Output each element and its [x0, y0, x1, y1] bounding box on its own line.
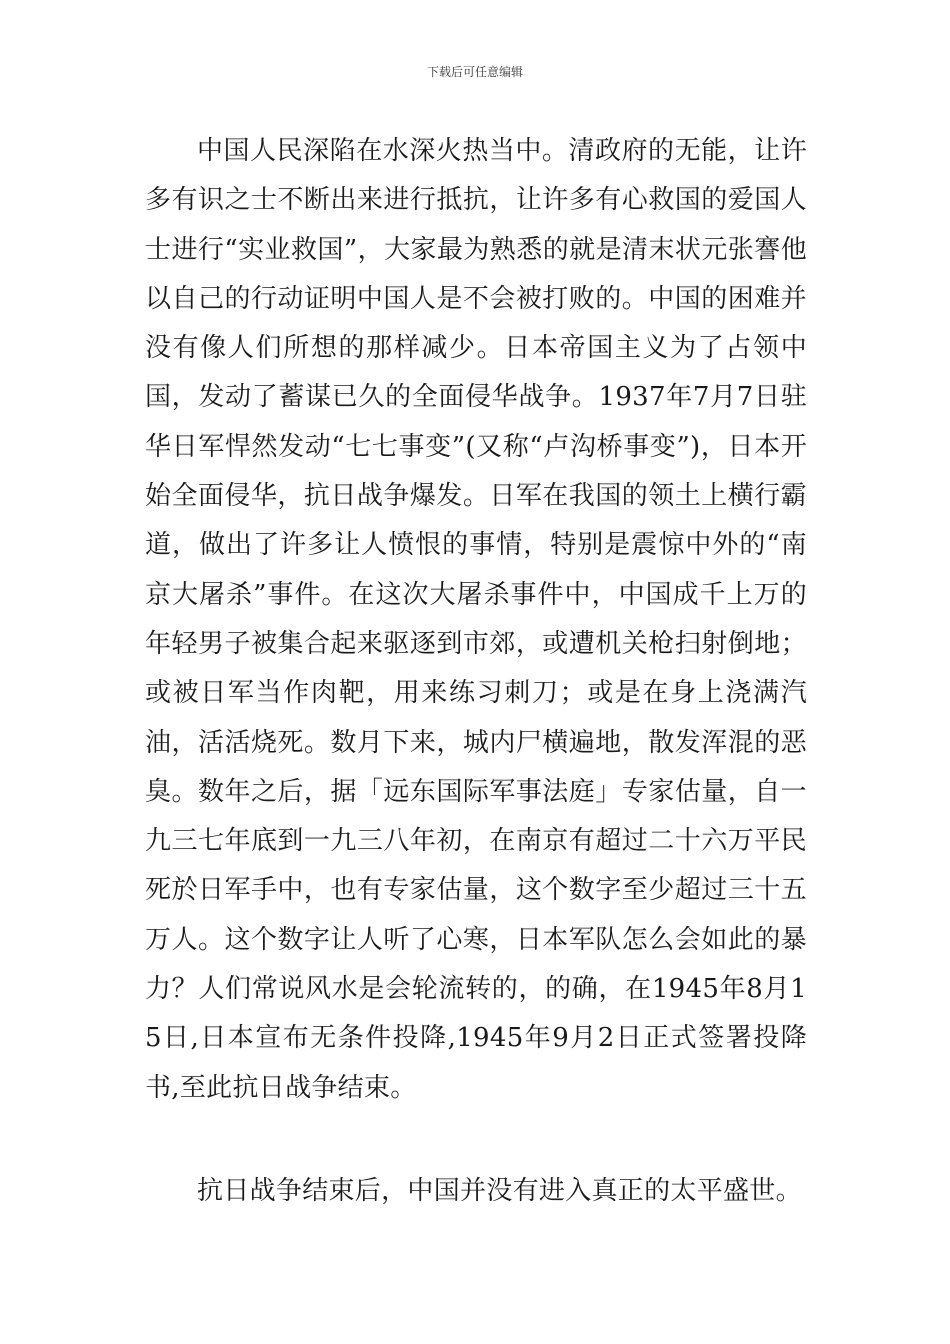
paragraph-block-1: [145, 127, 807, 1113]
paragraph-block-2: [145, 1167, 807, 1216]
body-paragraph: 中国人民深陷在水深火热当中。清政府的无能，让许多有识之士不断出来进行抵抗，让许多有心救国的爱国人士进行“实业救国”，大家最为熟悉的就是清末状元张謇他以自己的行动证明中国人是不会被打败的。中国的困难并没有像人们所想的那样减少。日本帝国主义为了占领中国，发动了蓄谋已久的全面侵华战争。1937年7月7日驻华日军悍然发动“七七事变”(又称“卢沟桥事变”)，日本开始全面侵华，抗日战争爆发。日军在我国的领土上横行霸道，做出了许多让人愤恨的事情，特别是震惊中外的“南京大屠杀”事件。在这次大屠杀事件中，中国成千上万的年轻男子被集合起来驱逐到市郊，或遭机关枪扫射倒地；或被日军当作肉靶，用来练习刺刀；或是在身上浇满汽油，活活烧死。数月下来，城内尸横遍地，散发浑混的恶臭。数年之后，据「远东国际军事法庭」专家估量，自一九三七年底到一九三八年初，在南京有超过二十六万平民死於日军手中，也有专家估量，这个数字至少超过三十五万人。这个数字让人听了心寒，日本军队怎么会如此的暴力？人们常说风水是会轮流转的，的确，在1945年8月15日,日本宣布无条件投降,1945年9月2日正式签署投降书,至此抗日战争结束。: [145, 136, 807, 1103]
body-paragraph: 抗日战争结束后，中国并没有进入真正的太平盛世。: [197, 1176, 802, 1206]
page-header: 下载后可任意编辑: [426, 65, 523, 79]
